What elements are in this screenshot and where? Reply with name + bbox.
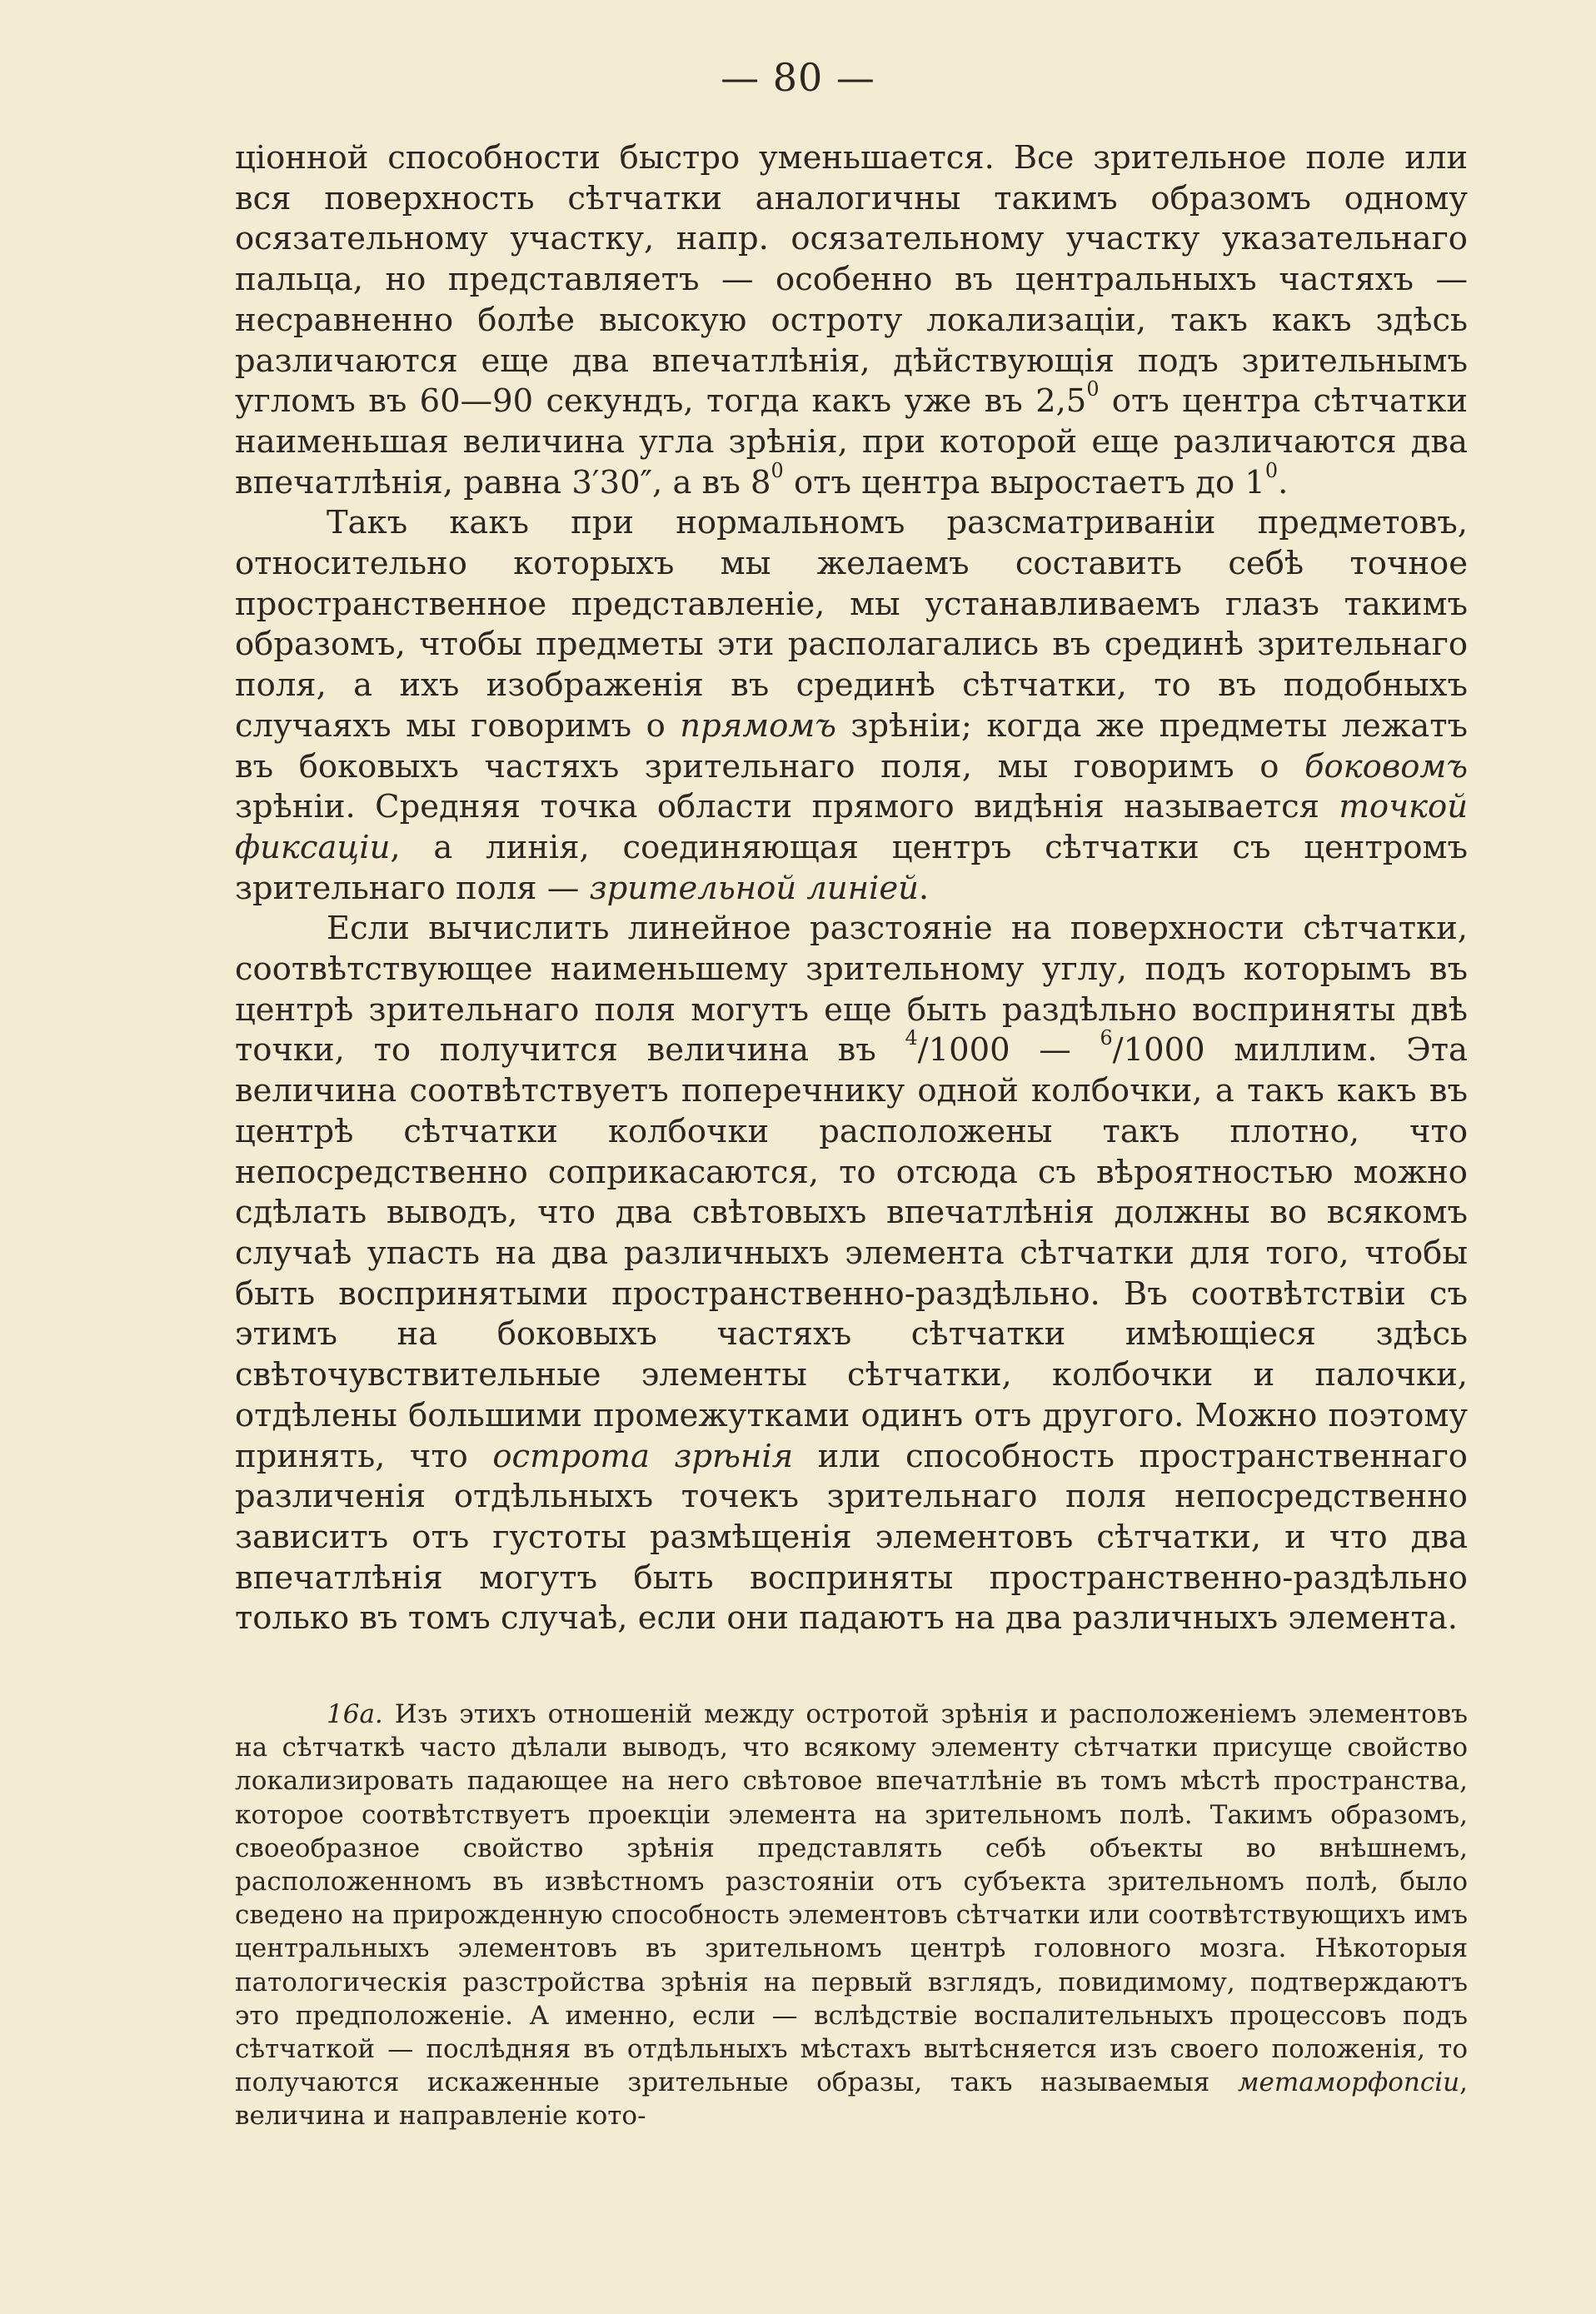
italic-term: метаморфопсіи xyxy=(1237,2067,1460,2098)
text-run: Если вычислить линейное разстояніе на поверхности сѣтчатки, соотвѣтствующее наименьшему зрительному углу, подъ которымъ въ центрѣ зрительнаго поля могутъ еще быть раздѣльно восприняты двѣ точки, то получится величина въ xyxy=(235,910,1468,1070)
fraction-numerator: 4 xyxy=(905,1026,918,1050)
text-run: зрѣніи; когда же предметы лежатъ въ боковыхъ частяхъ зрительнаго поля, мы говоримъ о xyxy=(235,706,1468,785)
text-run: отъ центра сѣтчатки наименьшая величина угла зрѣнія, при которой еще различаются два впечатлѣнія, равна 3′30″, а въ 8 xyxy=(235,382,1469,501)
degree-superscript: 0 xyxy=(1086,377,1100,401)
footnote-paragraph xyxy=(235,1698,1468,2133)
text-run: Такъ какъ при нормальномъ разсматриваніи предметовъ, относительно которыхъ мы желаемъ составить себѣ точное пространственное представленіе, мы устанавливаемъ глазъ такимъ образомъ, чтобы предметы эти располагались въ срединѣ зрительнаго поля, а ихъ изображенія въ срединѣ сѣтчатки, то въ подобныхъ случаяхъ мы говоримъ о xyxy=(235,504,1468,745)
main-text xyxy=(235,138,1468,1639)
italic-term: прямомъ xyxy=(680,706,836,745)
text-run: . xyxy=(918,869,930,907)
text-run: . xyxy=(1278,463,1289,501)
fraction-denominator: /1000 — xyxy=(917,1031,1100,1070)
paragraph-direct-vision xyxy=(235,503,1468,909)
italic-term: боковомъ xyxy=(1304,747,1468,785)
footnote-marker: 16а. xyxy=(327,1699,383,1729)
text-run: отъ центра выростаетъ до 1 xyxy=(783,463,1265,501)
text-run: , а линія, соединяющая центръ сѣтчатки съ центромъ зрительнаго поля — xyxy=(235,828,1468,907)
fraction-denominator: /1000 xyxy=(1112,1031,1205,1070)
italic-term: зрительной линіей xyxy=(589,869,919,907)
fraction-numerator: 6 xyxy=(1100,1026,1113,1050)
text-run: ціонной способности быстро уменьшается. Все зрительное поле или вся поверхность сѣтчатки аналогичны такимъ образомъ одному осязательному участку, напр. осязательному участку указательнаго пальца, но представляетъ — особенно въ центральныхъ частяхъ — несравненно болѣе высокую остроту локализаціи, такъ какъ здѣсь различаются еще два впечатлѣнія, дѣйствующія подъ зрительнымъ угломъ въ 60—90 секундъ, тогда какъ уже въ 2,5 xyxy=(235,139,1468,421)
italic-term: точкой фиксаціи xyxy=(235,788,1468,866)
page-number: — 80 — xyxy=(721,55,875,100)
text-run: или способность пространственнаго различенія отдѣльныхъ точекъ зрительнаго поля непосредственно зависитъ отъ густоты размѣщенія элементовъ сѣтчатки, и что два впечатлѣнія могутъ быть восприняты пространственно-раздѣльно только въ томъ случаѣ, если они падаютъ на два различныхъ элемента. xyxy=(235,1437,1468,1638)
italic-term: острота зрѣнія xyxy=(492,1437,794,1475)
paragraph-visual-acuity xyxy=(235,909,1468,1639)
text-run: , величина и направленіе кото- xyxy=(235,2067,1468,2132)
degree-superscript: 0 xyxy=(771,458,784,482)
footnote-block xyxy=(235,1698,1468,2133)
degree-superscript: 0 xyxy=(1264,458,1279,482)
text-run: зрѣніи. Средняя точка области прямого видѣнія называется xyxy=(235,788,1339,826)
paragraph-continuation xyxy=(235,138,1468,503)
text-run: миллим. Эта величина соотвѣтствуетъ поперечнику одной колбочки, а такъ какъ въ центрѣ сѣтчатки колбочки расположены такъ плотно, что непосредственно соприкасаются, то отсюда съ вѣроятностью можно сдѣлать выводъ, что два свѣтовыхъ впечатлѣнія должны во всякомъ случаѣ упасть на два различныхъ элемента сѣтчатки для того, чтобы быть воспринятыми пространственно-раздѣльно. Въ соотвѣтствіи съ этимъ на боковыхъ частяхъ сѣтчатки имѣющіеся здѣсь свѣточувствительные элементы сѣтчатки, колбочки и палочки, отдѣлены большими промежутками одинъ отъ другого. Можно поэтому принять, что xyxy=(235,1031,1469,1475)
text-run: Изъ этихъ отношеній между остротой зрѣнія и расположеніемъ элементовъ на сѣтчаткѣ часто дѣлали выводъ, что всякому элементу сѣтчатки присуще свойство локализировать падающее на него свѣтовое впечатлѣніе въ томъ мѣстѣ пространства, которое соотвѣтствуетъ проекціи элемента на зрительномъ полѣ. Такимъ образомъ, своеобразное свойство зрѣнія представлять себѣ объекты во внѣшнемъ, расположенномъ въ извѣстномъ разстояніи отъ субъекта зрительномъ полѣ, было сведено на прирожденную способность элементовъ сѣтчатки или соотвѣтствующихъ имъ центральныхъ элементовъ въ зрительномъ центрѣ головного мозга. Нѣкоторыя патологическія разстройства зрѣнія на первый взглядъ, повидимому, подтверждаютъ это предположеніе. А именно, если — вслѣдствіе воспалительныхъ процессовъ подъ сѣтчаткой — послѣдняя въ отдѣльныхъ мѣстахъ вытѣсняется изъ своего положенія, то получаются искаженные зрительные образы, такъ называемыя xyxy=(235,1699,1468,2098)
